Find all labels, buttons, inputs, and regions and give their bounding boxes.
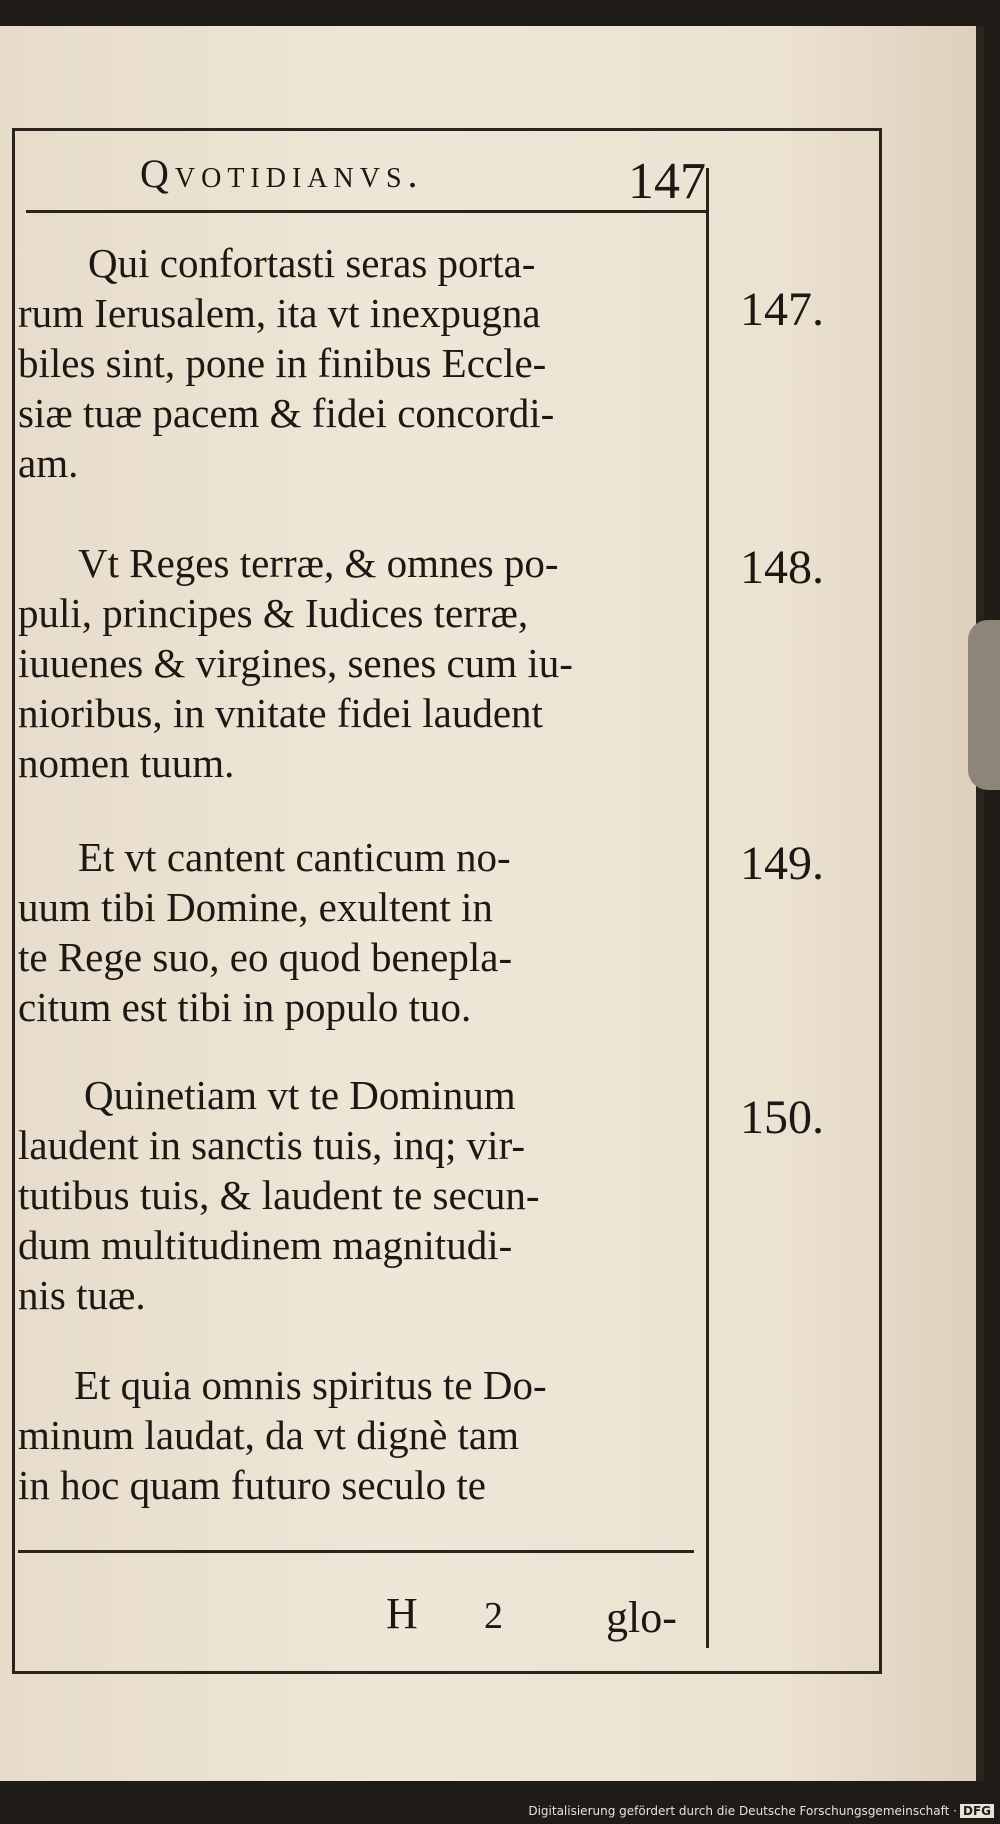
verse-number: 147. bbox=[740, 283, 824, 336]
catchword: glo- bbox=[606, 1593, 677, 1642]
text-line: siæ tuæ pacem & fidei concordi- bbox=[18, 390, 555, 436]
verse-number: 148. bbox=[740, 541, 824, 594]
text-line: dum multitudinem magnitudi- bbox=[18, 1222, 513, 1268]
dfg-logo: DFG bbox=[960, 1804, 994, 1818]
text-line: biles sint, pone in finibus Eccle- bbox=[18, 340, 547, 386]
text-line: uum tibi Domine, exultent in bbox=[18, 884, 493, 930]
header-rule bbox=[26, 210, 706, 213]
paragraph bbox=[18, 538, 708, 788]
text-line: Et quia omnis spiritus te Do- bbox=[74, 1362, 547, 1408]
verse-number: 149. bbox=[740, 837, 824, 890]
paragraph bbox=[18, 1070, 708, 1320]
signature-mark: H bbox=[386, 1589, 418, 1638]
text-line: nomen tuum. bbox=[18, 740, 235, 786]
running-title: Qvotidianvs. bbox=[140, 151, 424, 196]
text-line: iuuenes & virgines, senes cum iu- bbox=[18, 640, 573, 686]
paragraph bbox=[18, 832, 708, 1032]
paragraph bbox=[18, 238, 708, 488]
text-line: minum laudat, da vt dignè tam bbox=[18, 1412, 520, 1458]
page-edge bbox=[968, 620, 1000, 790]
digitization-credit bbox=[528, 1804, 994, 1818]
credit-text: Digitalisierung gefördert durch die Deutsche Forschungsgemeinschaft · bbox=[528, 1804, 957, 1818]
text-line: in hoc quam futuro seculo te bbox=[18, 1462, 486, 1508]
paragraph bbox=[18, 1360, 708, 1510]
text-line: Vt Reges terræ, & omnes po- bbox=[78, 540, 559, 586]
text-line: laudent in sanctis tuis, inq; vir- bbox=[18, 1122, 526, 1168]
text-line: citum est tibi in populo tuo. bbox=[18, 984, 472, 1030]
text-line: nis tuæ. bbox=[18, 1272, 146, 1318]
text-line: te Rege suo, eo quod benepla- bbox=[18, 934, 513, 980]
page-number: 147 bbox=[628, 153, 706, 210]
text-line: tutibus tuis, & laudent te secun- bbox=[18, 1172, 540, 1218]
text-line: puli, principes & Iudices terræ, bbox=[18, 590, 529, 636]
text-line: Quinetiam vt te Dominum bbox=[84, 1072, 516, 1118]
text-line: Qui confortasti seras porta- bbox=[88, 240, 536, 286]
text-line: nioribus, in vnitate fidei laudent bbox=[18, 690, 543, 736]
verse-number: 150. bbox=[740, 1091, 824, 1144]
text-line: rum Ierusalem, ita vt inexpugna bbox=[18, 290, 541, 336]
footer-rule bbox=[18, 1550, 694, 1553]
signature-number: 2 bbox=[484, 1595, 503, 1637]
text-line: am. bbox=[18, 440, 79, 486]
text-line: Et vt cantent canticum no- bbox=[78, 834, 511, 880]
